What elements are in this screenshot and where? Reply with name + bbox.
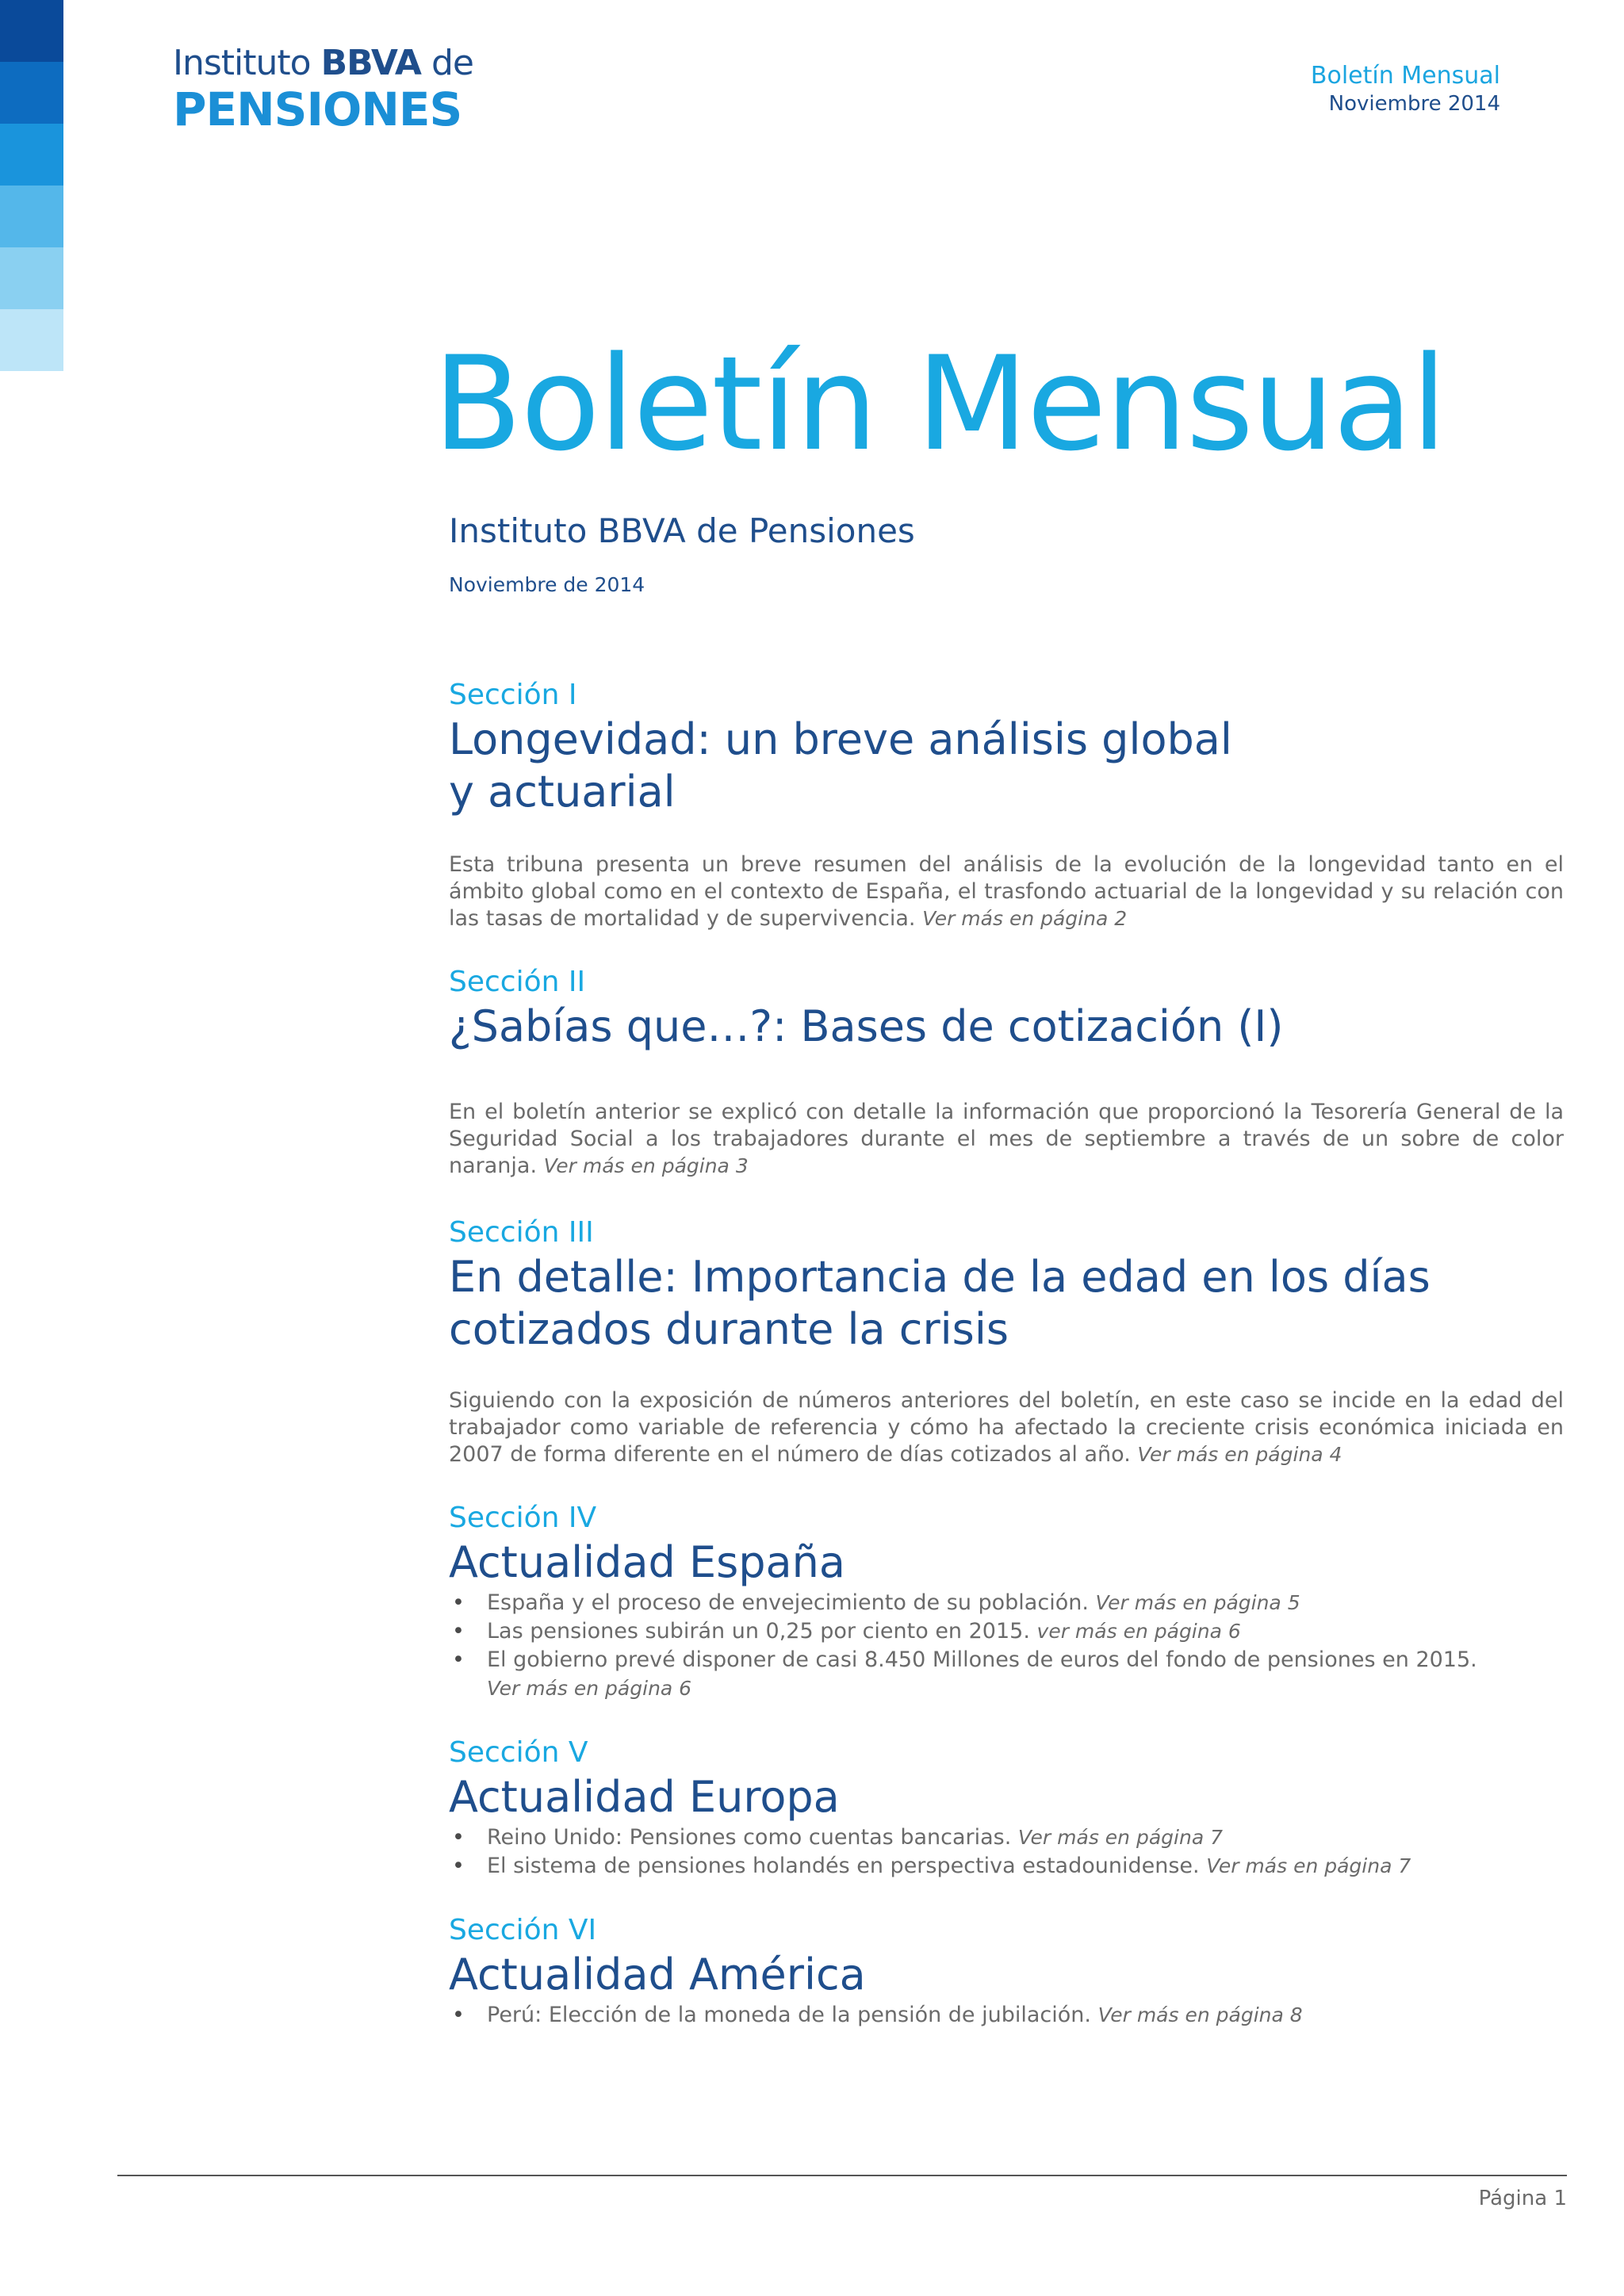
see-more-link[interactable]: Ver más en página 5	[1095, 1591, 1300, 1614]
list-item	[449, 1852, 1564, 1881]
section-title	[449, 1001, 1564, 1053]
section-summary	[449, 851, 1564, 932]
section-label: Sección V	[449, 1736, 588, 1769]
summary-text: Siguiendo con la exposición de números anteriores del boletín, en este caso se incide en la edad del trabajador como variable de referencia y cómo ha afectado la creciente crisis económica iniciada en 2007 de forma diferente en el número de días cotizados al año.	[449, 1388, 1564, 1467]
page-number: Página 1	[1478, 2187, 1567, 2210]
stripe-block	[0, 124, 63, 186]
summary-text: En el boletín anterior se explicó con detalle la información que proporcionó la Tesorería General de la Seguridad Social a los trabajadores durante el mes de septiembre a través de un sobre de color naranja.	[449, 1100, 1564, 1178]
item-text: El sistema de pensiones holandés en perspectiva estadounidense.	[487, 1854, 1200, 1878]
see-more-link[interactable]: Ver más en página 8	[1097, 2003, 1303, 2026]
item-text: Las pensiones subirán un 0,25 por ciento en 2015.	[487, 1619, 1030, 1644]
page-subtitle: Instituto BBVA de Pensiones	[449, 511, 915, 550]
see-more-link[interactable]: Ver más en página 4	[1137, 1443, 1342, 1466]
section-title-line: En detalle: Importancia de la edad en los días	[449, 1252, 1431, 1302]
section-title	[449, 1771, 1564, 1823]
section-title-line: cotizados durante la crisis	[449, 1304, 1009, 1354]
section-4	[449, 1500, 1564, 1703]
stripe-block	[0, 309, 63, 371]
item-text: España y el proceso de envejecimiento de su población.	[487, 1590, 1089, 1615]
section-title	[449, 1536, 1564, 1589]
see-more-link[interactable]: Ver más en página 2	[922, 907, 1128, 930]
list-item	[449, 1589, 1564, 1617]
header-publication	[1311, 62, 1500, 117]
see-more-link[interactable]: Ver más en página 3	[543, 1154, 749, 1177]
section-summary	[449, 1387, 1564, 1468]
section-1	[449, 677, 1564, 932]
section-label: Sección III	[449, 1216, 594, 1249]
header-issue: Noviembre 2014	[1328, 92, 1500, 116]
section-5	[449, 1735, 1564, 1881]
logo-light-text: Instituto	[173, 43, 321, 83]
section-label: Sección I	[449, 679, 577, 711]
stripe-block	[0, 62, 63, 124]
news-list	[449, 1823, 1564, 1881]
section-title-line: y actuarial	[449, 767, 676, 817]
section-label: Sección VI	[449, 1914, 597, 1946]
header-publication-name: Boletín Mensual	[1310, 62, 1500, 90]
item-text: Perú: Elección de la moneda de la pensión de jubilación.	[487, 2003, 1091, 2027]
logo-tail-text: de	[420, 43, 473, 83]
stripe-block	[0, 0, 63, 62]
stripe-block	[0, 186, 63, 247]
stripe-block	[0, 247, 63, 309]
section-6	[449, 1912, 1564, 2030]
section-title-line: Actualidad América	[449, 1950, 866, 1999]
section-label: Sección IV	[449, 1502, 597, 1534]
list-item	[449, 1646, 1564, 1703]
item-text: Reino Unido: Pensiones como cuentas bancarias.	[487, 1825, 1012, 1850]
page-title: Boletín Mensual	[433, 328, 1446, 480]
see-more-link[interactable]: Ver más en página 6	[487, 1677, 692, 1700]
section-title	[449, 1251, 1564, 1356]
logo-line-1	[173, 41, 473, 86]
item-text: El gobierno prevé disponer de casi 8.450 Millones de euros del fondo de pensiones en 2015.	[487, 1647, 1477, 1672]
see-more-link[interactable]: Ver más en página 7	[1206, 1854, 1411, 1877]
section-title-line: Actualidad Europa	[449, 1772, 840, 1822]
logo-bold-text: BBVA	[320, 43, 421, 83]
page-date: Noviembre de 2014	[449, 573, 645, 596]
section-title-line: Actualidad España	[449, 1537, 845, 1587]
list-item	[449, 1617, 1564, 1646]
section-title	[449, 714, 1564, 818]
section-title-line: Longevidad: un breve análisis global	[449, 714, 1232, 764]
news-list	[449, 1589, 1564, 1703]
summary-text: Esta tribuna presenta un breve resumen del análisis de la evolución de la longevidad tanto en el ámbito global como en el contexto de España, el trasfondo actuarial de la longevidad y su relación con las tasas de mortalidad y de supervivencia.	[449, 852, 1564, 931]
see-more-link[interactable]: Ver más en página 7	[1017, 1826, 1223, 1849]
section-2	[449, 964, 1564, 1180]
main-content	[449, 507, 1564, 2030]
footer-divider	[117, 2175, 1567, 2176]
news-list	[449, 2001, 1564, 2030]
list-item	[449, 1823, 1564, 1852]
list-item	[449, 2001, 1564, 2030]
section-title-line: ¿Sabías que…?: Bases de cotización (I)	[449, 1001, 1284, 1051]
logo-line-2: PENSIONES	[173, 82, 462, 136]
brand-logo	[173, 41, 473, 136]
section-summary	[449, 1099, 1564, 1180]
see-more-link[interactable]: ver más en página 6	[1036, 1620, 1241, 1643]
section-title	[449, 1949, 1564, 2001]
section-label: Sección II	[449, 966, 586, 998]
section-3	[449, 1215, 1564, 1468]
